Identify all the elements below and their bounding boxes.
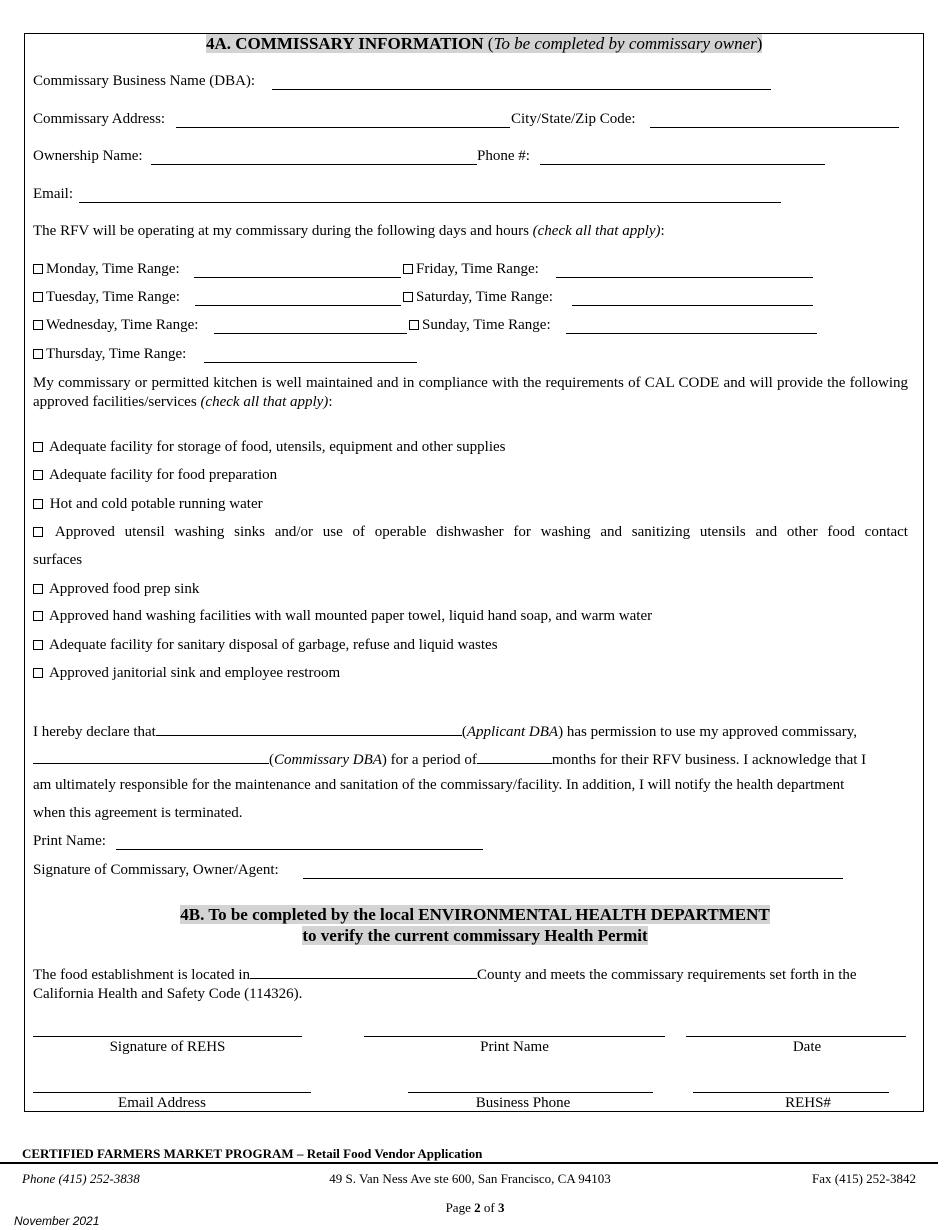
thursday-time-field[interactable]: [204, 362, 417, 363]
day-wednesday[interactable]: Wednesday, Time Range:: [33, 317, 198, 334]
phone-label: Phone #:: [477, 148, 530, 164]
footer-fax: Fax (415) 252-3842: [812, 1171, 916, 1186]
friday-time-field[interactable]: [556, 277, 813, 278]
checkbox[interactable]: [33, 640, 43, 650]
footer-phone: Phone (415) 252-3838: [22, 1171, 140, 1186]
declaration-line-2: (Commissary DBA) for a period of months for their RFV business. I acknowledge that I: [33, 749, 866, 769]
facility-item[interactable]: Approved hand washing facilities with wall mounted paper towel, liquid hand soap, and warm water: [33, 608, 652, 625]
wednesday-time-field[interactable]: [214, 333, 407, 334]
applicant-dba-field[interactable]: [156, 721, 462, 736]
facility-item[interactable]: Approved janitorial sink and employee restroom: [33, 665, 340, 682]
section-4a-heading: 4A. COMMISSARY INFORMATION (To be completed by commissary owner): [206, 34, 763, 53]
checkbox[interactable]: [33, 292, 43, 302]
facility-item[interactable]: Approved food prep sink: [33, 581, 199, 598]
declaration-line-4: when this agreement is terminated.: [33, 805, 243, 821]
email-label: Email:: [33, 186, 73, 202]
day-thursday[interactable]: Thursday, Time Range:: [33, 346, 186, 363]
declaration-line-3: am ultimately responsible for the maintenance and sanitation of the commissary/facility. In addition, I will notify the health department: [33, 777, 845, 793]
facility-item[interactable]: Adequate facility for storage of food, utensils, equipment and other supplies: [33, 439, 506, 456]
footer-date: November 2021: [14, 1214, 100, 1228]
checkbox[interactable]: [33, 499, 43, 509]
city-field[interactable]: [650, 127, 899, 128]
rehs-print-name-field[interactable]: [364, 1036, 665, 1037]
days-intro: The RFV will be operating at my commissary during the following days and hours (check all that apply):: [33, 223, 665, 239]
tuesday-time-field[interactable]: [195, 305, 401, 306]
ownership-field[interactable]: [151, 164, 477, 165]
checkbox[interactable]: [33, 442, 43, 452]
business-phone-field[interactable]: [408, 1092, 653, 1093]
print-name-field[interactable]: [116, 849, 483, 850]
checkbox[interactable]: [33, 264, 43, 274]
city-label: City/State/Zip Code:: [511, 111, 636, 127]
rehs-number-field[interactable]: [693, 1092, 889, 1093]
footer-divider: [0, 1162, 938, 1164]
saturday-time-field[interactable]: [572, 305, 813, 306]
checkbox[interactable]: [33, 611, 43, 621]
footer-program: CERTIFIED FARMERS MARKET PROGRAM – Retail Food Vendor Application: [22, 1146, 483, 1161]
checkbox[interactable]: [33, 668, 43, 678]
print-name-label: Print Name:: [33, 833, 106, 849]
email-field[interactable]: [79, 202, 781, 203]
day-saturday[interactable]: Saturday, Time Range:: [403, 289, 553, 306]
address-field[interactable]: [176, 127, 510, 128]
sunday-time-field[interactable]: [566, 333, 817, 334]
checkbox[interactable]: [33, 349, 43, 359]
signature-label: Signature of Commissary, Owner/Agent:: [33, 862, 279, 878]
rehs-signature-label: Signature of REHS: [109, 1039, 226, 1055]
ownership-label: Ownership Name:: [33, 148, 143, 164]
day-monday[interactable]: Monday, Time Range:: [33, 261, 180, 278]
checkbox[interactable]: [33, 320, 43, 330]
page-number: Page 2 of 3: [445, 1200, 505, 1215]
commissary-dba-field[interactable]: [33, 749, 269, 764]
date-label: Date: [792, 1039, 822, 1055]
checkbox[interactable]: [409, 320, 419, 330]
day-tuesday[interactable]: Tuesday, Time Range:: [33, 289, 180, 306]
rehs-print-name-label: Print Name: [480, 1039, 549, 1055]
phone-field[interactable]: [540, 164, 825, 165]
declaration-line-1: I hereby declare that (Applicant DBA) has permission to use my approved commissary,: [33, 721, 857, 741]
day-sunday[interactable]: Sunday, Time Range:: [409, 317, 551, 334]
facility-item-continuation: surfaces: [33, 552, 83, 568]
months-field[interactable]: [477, 749, 552, 764]
form-frame: [24, 33, 924, 1112]
located-text: The food establishment is located in County and meets the commissary requirements set forth in the California Health and Safety Code (114326).: [33, 964, 908, 1004]
rehs-signature-field[interactable]: [33, 1036, 302, 1037]
footer-address: 49 S. Van Ness Ave ste 600, San Francisco, CA 94103: [329, 1171, 611, 1186]
facility-item[interactable]: Adequate facility for sanitary disposal of garbage, refuse and liquid wastes: [33, 637, 498, 654]
signature-field[interactable]: [303, 878, 843, 879]
checkbox[interactable]: [403, 292, 413, 302]
business-name-label: Commissary Business Name (DBA):: [33, 73, 256, 89]
email-address-label: Email Address: [118, 1095, 206, 1111]
checkbox[interactable]: [33, 527, 43, 537]
business-name-field[interactable]: [272, 89, 771, 90]
address-label: Commissary Address:: [33, 111, 166, 127]
facilities-intro: My commissary or permitted kitchen is well maintained and in compliance with the requirements of CAL CODE and will provide the following approved facilities/services (check all that apply):: [33, 375, 908, 410]
facility-item[interactable]: Adequate facility for food preparation: [33, 467, 277, 484]
date-field[interactable]: [686, 1036, 906, 1037]
checkbox[interactable]: [403, 264, 413, 274]
county-field[interactable]: [250, 964, 477, 979]
facility-item[interactable]: Approved utensil washing sinks and/or use of operable dishwasher for washing and sanitizing utensils and other food contact: [33, 524, 908, 541]
business-phone-label: Business Phone: [475, 1095, 571, 1111]
checkbox[interactable]: [33, 584, 43, 594]
rehs-number-label: REHS#: [785, 1095, 831, 1111]
monday-time-field[interactable]: [194, 277, 401, 278]
section-4b-heading: 4B. To be completed by the local ENVIRONMENTAL HEALTH DEPARTMENT to verify the current commissary Health Permit: [180, 905, 770, 945]
day-friday[interactable]: Friday, Time Range:: [403, 261, 539, 278]
facility-item[interactable]: Hot and cold potable running water: [33, 496, 263, 513]
checkbox[interactable]: [33, 470, 43, 480]
email-address-field[interactable]: [33, 1092, 311, 1093]
